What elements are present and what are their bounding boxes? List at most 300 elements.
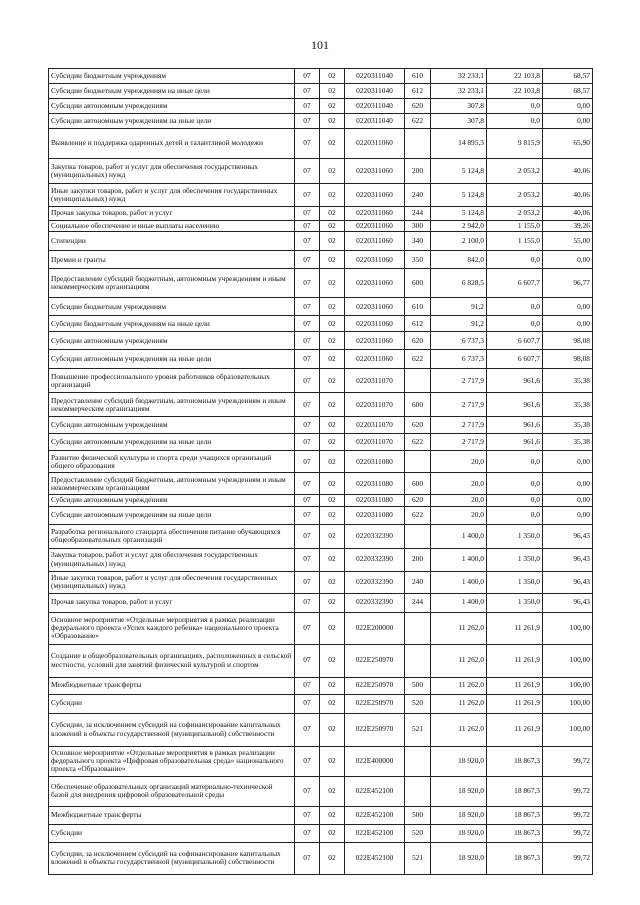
row-actual-amount: 1 155,0 [487,232,543,251]
row-expense-type: 620 [405,417,431,434]
row-target-article: 0220311060 [345,298,405,316]
row-actual-amount: 22 103,8 [487,69,543,84]
row-execution-percent: 40,06 [543,159,593,184]
row-target-article: 0220311040 [345,84,405,99]
row-section: 07 [295,571,320,593]
table-row [49,677,593,694]
row-planned-amount: 32 233,1 [431,84,487,99]
row-name: Закупка товаров, работ и услуг для обеспечения государственных (муниципальных) нужд [49,159,295,184]
row-name: Субсидии [49,824,295,842]
row-expense-type: 340 [405,232,431,251]
row-subsection: 02 [320,806,345,824]
row-execution-percent: 0,00 [543,298,593,316]
row-name: Основное мероприятие «Отдельные мероприятия в рамках реализации федерального проекта «Цифровая образовательная среда» национального проекта «Образование» [49,746,295,776]
row-target-article: 022E452100 [345,842,405,874]
row-execution-percent: 99,72 [543,824,593,842]
row-actual-amount: 1 350,0 [487,571,543,593]
row-planned-amount: 6 737,3 [431,350,487,369]
row-target-article: 022E250970 [345,644,405,677]
row-planned-amount: 18 920,0 [431,842,487,874]
row-target-article: 0220311070 [345,417,405,434]
row-planned-amount: 2 717,9 [431,434,487,451]
row-target-article: 0220311060 [345,207,405,221]
row-actual-amount: 6 607,7 [487,269,543,298]
row-subsection: 02 [320,369,345,393]
row-target-article: 0220311080 [345,451,405,473]
row-target-article: 022E200000 [345,612,405,644]
row-actual-amount: 11 261,9 [487,612,543,644]
row-execution-percent: 100,00 [543,612,593,644]
row-name: Предоставление субсидий бюджетным, автономным учреждениям и иным некоммерческим организациям [49,269,295,298]
row-planned-amount: 18 920,0 [431,746,487,776]
row-expense-type: 521 [405,842,431,874]
table-row [49,806,593,824]
row-expense-type: 620 [405,332,431,350]
row-target-article: 0220311060 [345,221,405,232]
row-name: Субсидии автономным учреждениям [49,332,295,350]
row-target-article: 022E250970 [345,694,405,713]
row-target-article: 0220311060 [345,332,405,350]
table-row [49,451,593,473]
row-expense-type: 520 [405,824,431,842]
table-row [49,393,593,417]
row-expense-type: 610 [405,298,431,316]
row-execution-percent: 100,00 [543,694,593,713]
row-target-article: 0220311080 [345,506,405,524]
page-number: 101 [311,38,329,52]
row-name: Субсидии автономным учреждениям [49,99,295,114]
row-name: Субсидии, за исключением субсидий на софинансирование капитальных вложений в объекты государственной (муниципальной) собственности [49,713,295,746]
row-execution-percent: 100,00 [543,713,593,746]
row-section: 07 [295,842,320,874]
row-execution-percent: 0,00 [543,99,593,114]
row-name: Субсидии бюджетным учреждениям [49,69,295,84]
row-section: 07 [295,824,320,842]
row-target-article: 0220311080 [345,495,405,506]
row-actual-amount: 1 350,0 [487,524,543,548]
row-name: Субсидии автономным учреждениям [49,417,295,434]
row-subsection: 02 [320,677,345,694]
row-target-article: 0220311060 [345,232,405,251]
row-expense-type: 600 [405,393,431,417]
row-name: Стипендии [49,232,295,251]
table-row [49,571,593,593]
row-subsection: 02 [320,232,345,251]
row-execution-percent: 100,00 [543,644,593,677]
row-target-article: 0220311070 [345,434,405,451]
table-row [49,69,593,84]
row-target-article: 022E452100 [345,824,405,842]
row-subsection: 02 [320,593,345,612]
row-name: Создание в общеобразовательных организациях, расположенных в сельской местности, условий для занятий физической культурой и спортом [49,644,295,677]
table-row [49,713,593,746]
row-planned-amount: 5 124,8 [431,207,487,221]
table-row [49,184,593,207]
row-name: Межбюджетные трансферты [49,806,295,824]
row-expense-type [405,524,431,548]
row-expense-type: 600 [405,269,431,298]
row-actual-amount: 1 350,0 [487,548,543,571]
row-planned-amount: 2 717,9 [431,417,487,434]
row-planned-amount: 32 233,1 [431,69,487,84]
table-row [49,746,593,776]
row-target-article: 022E452100 [345,806,405,824]
row-planned-amount: 11 262,0 [431,644,487,677]
row-target-article: 0220311070 [345,369,405,393]
row-planned-amount: 2 717,9 [431,369,487,393]
row-execution-percent: 98,08 [543,332,593,350]
row-planned-amount: 20,0 [431,451,487,473]
row-subsection: 02 [320,746,345,776]
row-planned-amount: 20,0 [431,473,487,495]
row-expense-type [405,776,431,806]
table-row [49,694,593,713]
row-target-article: 0220332390 [345,548,405,571]
row-execution-percent: 100,00 [543,677,593,694]
row-section: 07 [295,84,320,99]
table-row [49,524,593,548]
row-subsection: 02 [320,129,345,159]
row-name: Субсидии автономным учреждениям на иные цели [49,506,295,524]
row-execution-percent: 96,43 [543,571,593,593]
row-target-article: 0220311060 [345,350,405,369]
row-execution-percent: 40,06 [543,207,593,221]
row-section: 07 [295,393,320,417]
row-name: Субсидии автономным учреждениям на иные цели [49,434,295,451]
row-name: Закупка товаров, работ и услуг для обеспечения государственных (муниципальных) нужд [49,548,295,571]
row-subsection: 02 [320,571,345,593]
row-subsection: 02 [320,159,345,184]
row-section: 07 [295,776,320,806]
row-subsection: 02 [320,824,345,842]
row-target-article: 0220311080 [345,473,405,495]
row-name: Субсидии автономным учреждениям [49,495,295,506]
row-expense-type: 612 [405,316,431,332]
row-expense-type [405,644,431,677]
row-actual-amount: 961,6 [487,434,543,451]
table-row [49,434,593,451]
table-row [49,824,593,842]
row-actual-amount: 961,6 [487,369,543,393]
row-section: 07 [295,114,320,129]
row-execution-percent: 40,06 [543,184,593,207]
row-expense-type [405,129,431,159]
row-execution-percent: 96,43 [543,524,593,548]
row-target-article: 0220311040 [345,99,405,114]
row-name: Предоставление субсидий бюджетным, автономным учреждениям и иным некоммерческим организациям [49,473,295,495]
table-row [49,776,593,806]
row-name: Субсидии автономным учреждениям на иные цели [49,350,295,369]
row-subsection: 02 [320,644,345,677]
row-execution-percent: 0,00 [543,114,593,129]
row-subsection: 02 [320,495,345,506]
row-subsection: 02 [320,776,345,806]
row-subsection: 02 [320,473,345,495]
row-execution-percent: 35,38 [543,393,593,417]
row-execution-percent: 35,38 [543,434,593,451]
row-section: 07 [295,298,320,316]
table-row [49,417,593,434]
row-execution-percent: 68,57 [543,69,593,84]
row-target-article: 022E250970 [345,713,405,746]
row-target-article: 0220311060 [345,316,405,332]
row-actual-amount: 2 053,2 [487,207,543,221]
row-expense-type: 622 [405,434,431,451]
row-planned-amount: 1 400,0 [431,524,487,548]
row-subsection: 02 [320,221,345,232]
row-subsection: 02 [320,713,345,746]
row-planned-amount: 11 262,0 [431,694,487,713]
row-section: 07 [295,548,320,571]
row-section: 07 [295,593,320,612]
row-name: Прочая закупка товаров, работ и услуг [49,207,295,221]
row-expense-type [405,451,431,473]
table-row [49,114,593,129]
row-expense-type: 244 [405,207,431,221]
row-actual-amount: 0,0 [487,451,543,473]
row-subsection: 02 [320,548,345,571]
table-row [49,232,593,251]
row-actual-amount: 18 867,3 [487,746,543,776]
row-section: 07 [295,677,320,694]
row-execution-percent: 65,90 [543,129,593,159]
row-actual-amount: 961,6 [487,417,543,434]
row-name: Межбюджетные трансферты [49,677,295,694]
table-row [49,506,593,524]
row-actual-amount: 9 815,9 [487,129,543,159]
row-name: Повышение профессионального уровня работников образовательных организаций [49,369,295,393]
table-row [49,99,593,114]
row-name: Основное мероприятие «Отдельные мероприятия в рамках реализации федерального проекта «Успех каждого ребенка» национального проекта «Образование» [49,612,295,644]
row-section: 07 [295,159,320,184]
row-planned-amount: 20,0 [431,495,487,506]
table-row [49,251,593,269]
row-planned-amount: 5 124,8 [431,184,487,207]
row-name: Субсидии [49,694,295,713]
row-execution-percent: 99,72 [543,746,593,776]
row-subsection: 02 [320,207,345,221]
row-planned-amount: 18 920,0 [431,824,487,842]
row-actual-amount: 0,0 [487,495,543,506]
row-expense-type: 620 [405,99,431,114]
row-expense-type: 244 [405,593,431,612]
row-subsection: 02 [320,393,345,417]
row-name: Прочая закупка товаров, работ и услуг [49,593,295,612]
row-name: Разработка регионального стандарта обеспечения питание обучающихся общеобразовательных организаций [49,524,295,548]
row-subsection: 02 [320,350,345,369]
row-target-article: 0220332390 [345,571,405,593]
row-target-article: 022E400000 [345,746,405,776]
row-expense-type: 521 [405,713,431,746]
row-target-article: 0220311040 [345,114,405,129]
row-execution-percent: 0,00 [543,316,593,332]
row-section: 07 [295,612,320,644]
row-planned-amount: 2 100,0 [431,232,487,251]
row-actual-amount: 0,0 [487,251,543,269]
table-row [49,316,593,332]
row-expense-type: 622 [405,350,431,369]
row-actual-amount: 18 867,3 [487,824,543,842]
row-section: 07 [295,269,320,298]
row-planned-amount: 6 828,5 [431,269,487,298]
row-section: 07 [295,451,320,473]
row-actual-amount: 18 867,3 [487,842,543,874]
row-actual-amount: 0,0 [487,506,543,524]
row-actual-amount: 11 261,9 [487,694,543,713]
row-actual-amount: 11 261,9 [487,713,543,746]
row-section: 07 [295,524,320,548]
row-actual-amount: 0,0 [487,473,543,495]
table-row [49,369,593,393]
row-section: 07 [295,232,320,251]
row-expense-type: 200 [405,548,431,571]
row-target-article: 0220311060 [345,251,405,269]
row-execution-percent: 0,00 [543,473,593,495]
row-actual-amount: 11 261,9 [487,677,543,694]
row-actual-amount: 1 350,0 [487,593,543,612]
row-execution-percent: 96,43 [543,548,593,571]
row-section: 07 [295,434,320,451]
row-target-article: 0220311060 [345,184,405,207]
row-actual-amount: 6 607,7 [487,350,543,369]
row-execution-percent: 0,00 [543,506,593,524]
row-section: 07 [295,184,320,207]
row-expense-type [405,369,431,393]
row-target-article: 0220311060 [345,159,405,184]
row-section: 07 [295,506,320,524]
row-planned-amount: 18 920,0 [431,776,487,806]
row-actual-amount: 6 607,7 [487,332,543,350]
table-row [49,159,593,184]
table-row [49,548,593,571]
table-row [49,298,593,316]
row-name: Субсидии бюджетным учреждениям [49,298,295,316]
row-execution-percent: 35,38 [543,417,593,434]
row-planned-amount: 91,2 [431,298,487,316]
row-planned-amount: 18 920,0 [431,806,487,824]
row-actual-amount: 22 103,8 [487,84,543,99]
row-planned-amount: 1 400,0 [431,571,487,593]
row-subsection: 02 [320,524,345,548]
row-expense-type: 610 [405,69,431,84]
row-actual-amount: 0,0 [487,99,543,114]
row-actual-amount: 961,6 [487,393,543,417]
row-name: Иные закупки товаров, работ и услуг для обеспечения государственных (муниципальных) нужд [49,571,295,593]
row-execution-percent: 55,00 [543,232,593,251]
row-section: 07 [295,713,320,746]
row-name: Субсидии автономным учреждениям на иные цели [49,114,295,129]
row-execution-percent: 35,38 [543,369,593,393]
row-section: 07 [295,369,320,393]
row-execution-percent: 0,00 [543,451,593,473]
row-subsection: 02 [320,316,345,332]
row-subsection: 02 [320,184,345,207]
row-section: 07 [295,417,320,434]
row-target-article: 0220332390 [345,524,405,548]
row-name: Субсидии бюджетным учреждениям на иные цели [49,84,295,99]
row-actual-amount: 11 261,9 [487,644,543,677]
row-section: 07 [295,332,320,350]
row-section: 07 [295,644,320,677]
row-section: 07 [295,69,320,84]
row-planned-amount: 5 124,8 [431,159,487,184]
row-execution-percent: 99,72 [543,776,593,806]
budget-table [48,68,593,875]
table-row [49,593,593,612]
row-subsection: 02 [320,298,345,316]
row-target-article: 0220311040 [345,69,405,84]
row-target-article: 022E250970 [345,677,405,694]
row-expense-type: 300 [405,221,431,232]
row-planned-amount: 20,0 [431,506,487,524]
row-section: 07 [295,350,320,369]
row-planned-amount: 11 262,0 [431,677,487,694]
row-execution-percent: 0,00 [543,251,593,269]
row-actual-amount: 0,0 [487,298,543,316]
row-execution-percent: 96,77 [543,269,593,298]
row-expense-type: 350 [405,251,431,269]
row-expense-type: 620 [405,495,431,506]
row-expense-type: 600 [405,473,431,495]
row-planned-amount: 11 262,0 [431,612,487,644]
table-row [49,84,593,99]
row-planned-amount: 6 737,3 [431,332,487,350]
row-subsection: 02 [320,332,345,350]
row-subsection: 02 [320,114,345,129]
row-actual-amount: 2 053,2 [487,159,543,184]
row-section: 07 [295,473,320,495]
row-planned-amount: 1 400,0 [431,548,487,571]
row-expense-type: 622 [405,506,431,524]
row-name: Субсидии, за исключением субсидий на софинансирование капитальных вложений в объекты государственной (муниципальной) собственности [49,842,295,874]
row-target-article: 0220311060 [345,269,405,298]
table-row [49,332,593,350]
row-actual-amount: 1 155,0 [487,221,543,232]
table-row [49,207,593,221]
row-actual-amount: 0,0 [487,316,543,332]
row-section: 07 [295,221,320,232]
row-subsection: 02 [320,434,345,451]
row-subsection: 02 [320,451,345,473]
row-expense-type: 240 [405,184,431,207]
row-section: 07 [295,207,320,221]
row-planned-amount: 91,2 [431,316,487,332]
row-execution-percent: 99,72 [543,842,593,874]
row-planned-amount: 2 717,9 [431,393,487,417]
row-execution-percent: 39,26 [543,221,593,232]
row-section: 07 [295,806,320,824]
row-planned-amount: 2 942,0 [431,221,487,232]
row-target-article: 0220311070 [345,393,405,417]
row-section: 07 [295,129,320,159]
table-row [49,495,593,506]
row-expense-type: 500 [405,806,431,824]
row-subsection: 02 [320,69,345,84]
row-execution-percent: 96,43 [543,593,593,612]
row-name: Иные закупки товаров, работ и услуг для обеспечения государственных (муниципальных) нужд [49,184,295,207]
row-subsection: 02 [320,506,345,524]
table-row [49,644,593,677]
table-row [49,129,593,159]
row-subsection: 02 [320,612,345,644]
row-actual-amount: 18 867,3 [487,776,543,806]
row-planned-amount: 307,8 [431,114,487,129]
row-actual-amount: 18 867,3 [487,806,543,824]
row-execution-percent: 98,08 [543,350,593,369]
row-subsection: 02 [320,842,345,874]
table-row [49,473,593,495]
row-expense-type: 612 [405,84,431,99]
